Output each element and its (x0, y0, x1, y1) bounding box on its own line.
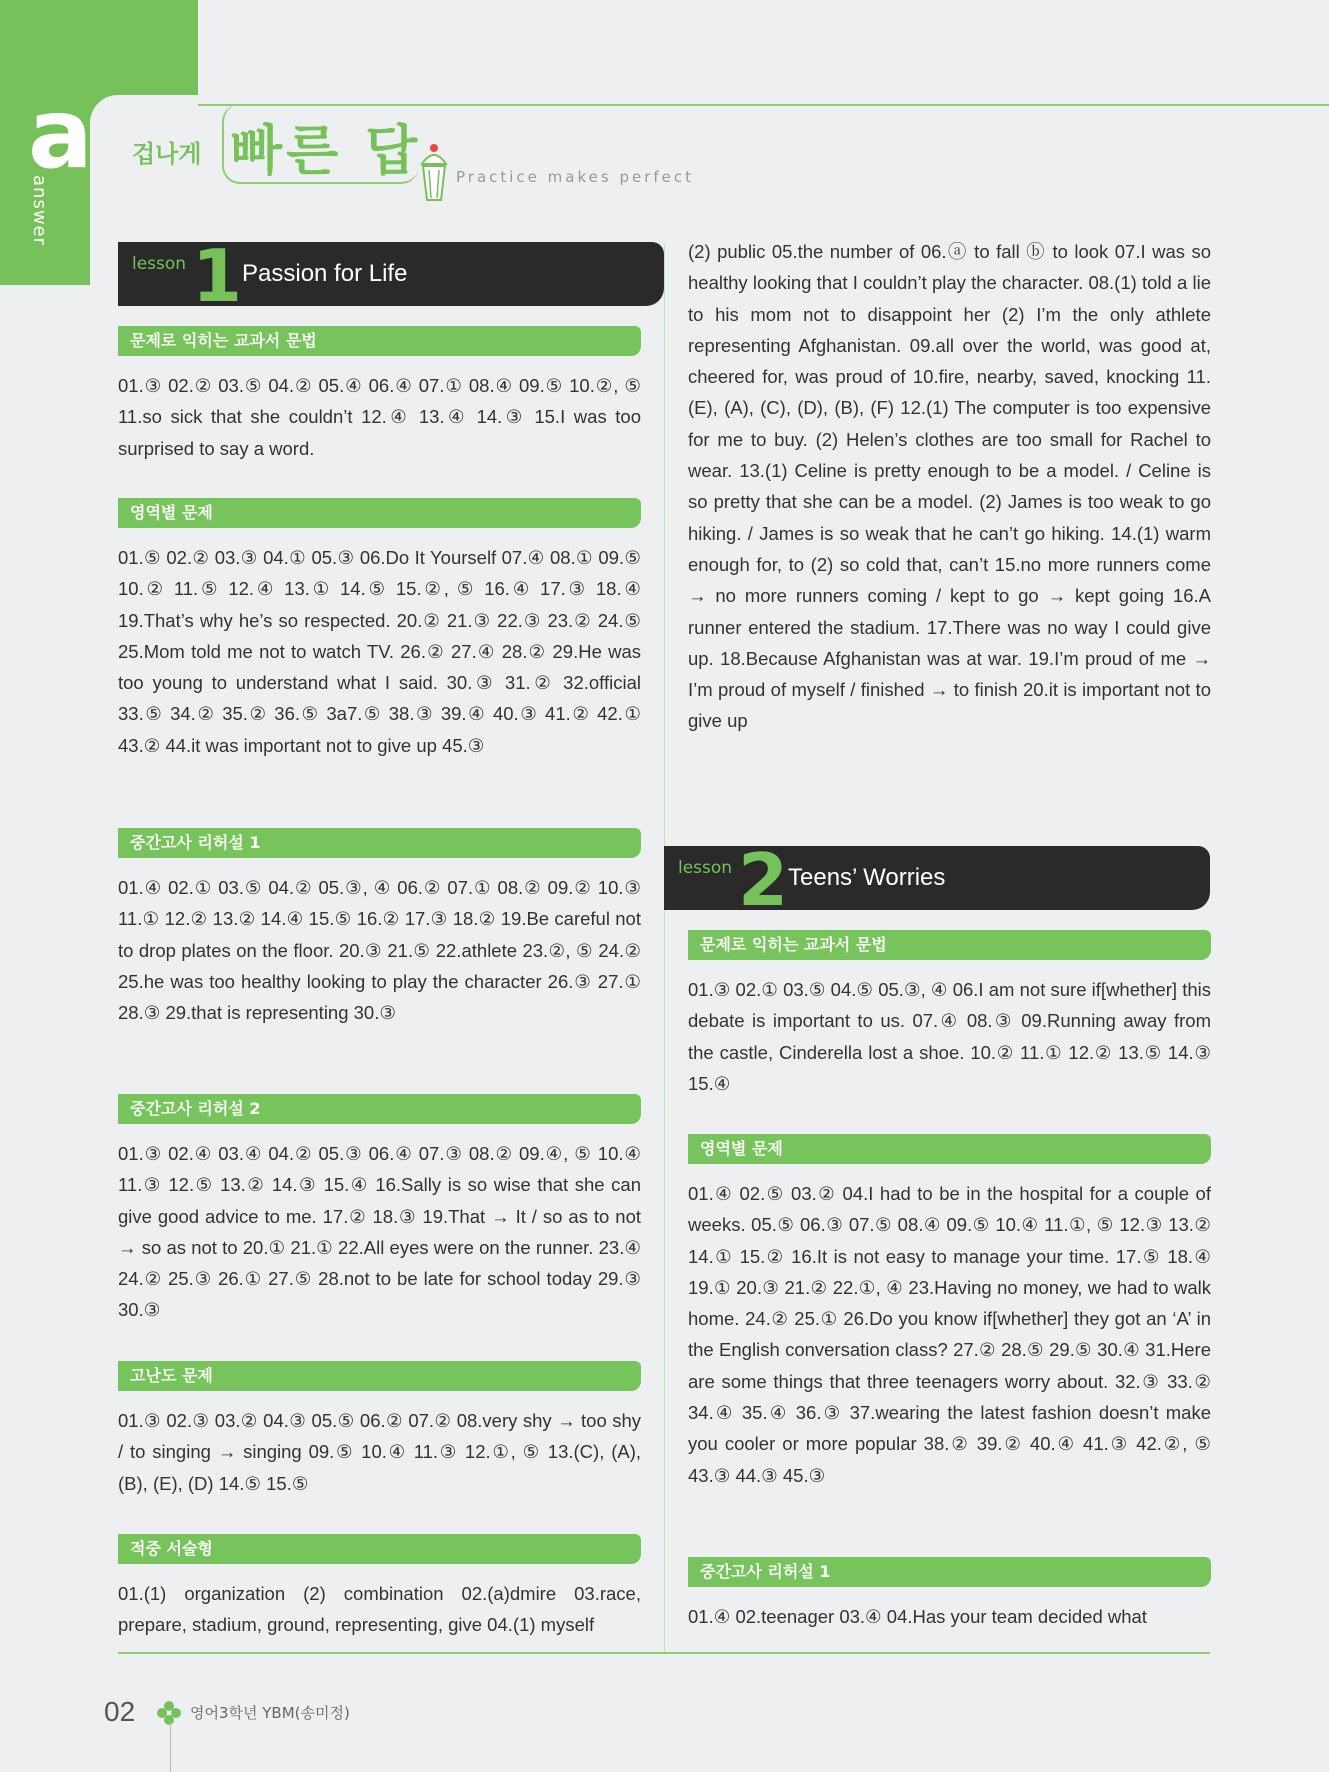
l1-grammar-section (118, 326, 641, 464)
answer-logo: a (28, 78, 93, 190)
answer-text: 01.⑤ 02.② 03.③ 04.① 05.③ 06.Do It Yourself 07.④ 08.① 09.⑤ 10.② 11.⑤ 12.④ 13.① 14.⑤ 15.②, ⑤ 16.④ 17.③ 18.④ 19.That’s why he’s so respected. 20.② 21.③ 22.③ 23.② 24.⑤ 25.Mom told me not to watch TV. 26.② 27.④ 28.② 29.He was too young to understand what I said. 30.③ 31.② 32.official 33.⑤ 34.② 35.② 36.⑤ 3a7.⑤ 38.③ 39.④ 40.③ 41.② 42.① 43.② 44.it was important not to give up 45.③ (118, 547, 641, 756)
l2-area-section (688, 1134, 1211, 1491)
section-heading: 고난도 문제 (118, 1361, 641, 1391)
lesson-title: Passion for Life (242, 260, 408, 287)
answer-text: 01.④ 02.teenager 03.④ 04.Has your team decided what (688, 1606, 1147, 1627)
section-heading: 중간고사 리허설 1 (118, 828, 641, 858)
footer-stem (170, 1722, 171, 1772)
l1-midterm2-section (118, 1094, 641, 1326)
clover-icon (156, 1700, 182, 1726)
answer-text: 01.③ 02.④ 03.④ 04.② 05.③ 06.④ 07.③ 08.② 09.④, ⑤ 10.④ 11.③ 12.⑤ 13.② 14.③ 15.④ 16.Sally is so wise that she can give good advice to me. 17.② 18.③ 19.That → It / so as to not → so as not to 20.① 21.① 22.All eyes were on the runner. 23.④ 24.② 25.③ 26.① 27.⑤ 28.not to be late for school today 29.③ 30.③ (118, 1143, 641, 1321)
page-number: 02 (104, 1696, 136, 1727)
column-divider (664, 244, 665, 1652)
section-heading: 문제로 익히는 교과서 문법 (688, 930, 1211, 960)
answer-text: 01.③ 02.① 03.⑤ 04.⑤ 05.③, ④ 06.I am not sure if[whether] this debate is important to us. 07.④ 08.③ 09.Running away from the castle, Cinderella lost a shoe. 10.② 11.① 12.② 13.⑤ 14.③ 15.④ (688, 979, 1211, 1094)
section-heading: 문제로 익히는 교과서 문법 (118, 326, 641, 356)
tagline: Practice makes perfect (456, 168, 695, 186)
page-title: 빠른 답 (230, 119, 422, 182)
lesson-label: lesson (132, 254, 187, 274)
lesson-number: 1 (192, 234, 243, 318)
l1-area-section (118, 498, 641, 761)
section-heading: 중간고사 리허설 1 (688, 1557, 1211, 1587)
section-heading: 영역별 문제 (688, 1134, 1211, 1164)
l1-advanced-section (118, 1361, 641, 1499)
l1-writing-section (118, 1534, 641, 1641)
section-heading: 적중 서술형 (118, 1534, 641, 1564)
lesson-number: 2 (738, 838, 789, 922)
l1-writing-continuation: (2) public 05.the number of 06.ⓐ to fall ⓑ to look 07.I was so healthy looking that I couldn’t play the character. 08.(1) told a lie to his mom not to disappoint her (2) I’m the only athlete representing Afghanistan. 09.all over the world, was good at, cheered for, was proud of 10.fire, nearby, saved, knocking 11.(E), (A), (C), (D), (B), (F) 12.(1) The computer is too expensive for me to buy. (2) Helen’s clothes are too small for Rachel to wear. 13.(1) Celine is pretty enough to be a model. / Celine is so pretty that she can be a model. (2) James is too weak to go hiking. / James is so weak that he can’t go hiking. 14.(1) warm enough for, to (2) so cold that, can’t 15.no more runners come → no more runners coming / kept to go → kept going 16.A runner entered the stadium. 17.There was no way I could give up. 18.Because Afghanistan was at war. 19.I’m proud of me → I’m proud of myself / finished → to finish 20.it is important not to give up (688, 241, 1211, 732)
answer-side-label: answer (29, 175, 50, 247)
section-heading: 영역별 문제 (118, 498, 641, 528)
answer-text: 01.(1) organization (2) combination 02.(a)dmire 03.race, prepare, stadium, ground, representing, give 04.(1) myself (118, 1583, 641, 1636)
bottom-rule (118, 1652, 1210, 1654)
answer-text: 01.④ 02.⑤ 03.② 04.I had to be in the hospital for a couple of weeks. 05.⑤ 06.③ 07.⑤ 08.④ 09.⑤ 10.④ 11.①, ⑤ 12.③ 13.② 14.① 15.② 16.It is not easy to manage your time. 17.⑤ 18.④ 19.① 20.③ 21.② 22.①, ④ 23.Having no money, we had to walk home. 24.② 25.① 26.Do you know if[whether] they got an ‘A’ in the English conversation class? 27.② 28.⑤ 29.⑤ 30.④ 31.Here are some things that three teenagers worry about. 32.③ 33.② 34.④ 35.④ 36.③ 37.wearing the latest fashion doesn’t make you cooler or more popular 38.② 39.② 40.④ 41.③ 42.②, ⑤ 43.③ 44.③ 45.③ (688, 1183, 1211, 1486)
l2-grammar-section (688, 930, 1211, 1099)
lesson-label: lesson (678, 858, 733, 878)
section-heading: 중간고사 리허설 2 (118, 1094, 641, 1124)
cupcake-icon (418, 140, 450, 204)
lesson-1-bar (118, 234, 664, 318)
book-title: 영어3학년 YBM(송미정) (190, 1704, 350, 1722)
answer-text: 01.③ 02.③ 03.② 04.③ 05.⑤ 06.② 07.② 08.very shy → too shy / to singing → singing 09.⑤ 10.④ 11.③ 12.①, ⑤ 13.(C), (A), (B), (E), (D) 14.⑤ 15.⑤ (118, 1410, 641, 1494)
l1-midterm1-section (118, 828, 641, 1028)
lesson-title: Teens’ Worries (788, 864, 946, 891)
title-prefix: 겁나게 (132, 140, 202, 168)
answer-text: 01.④ 02.① 03.⑤ 04.② 05.③, ④ 06.② 07.① 08.② 09.② 10.③ 11.① 12.② 13.② 14.④ 15.⑤ 16.② 17.③ 18.② 19.Be careful not to drop plates on the floor. 20.③ 21.⑤ 22.athlete 23.②, ⑤ 24.② 25.he was too healthy looking to play the character 26.③ 27.① 28.③ 29.that is representing 30.③ (118, 877, 641, 1024)
answer-text: 01.③ 02.② 03.⑤ 04.② 05.④ 06.④ 07.① 08.④ 09.⑤ 10.②, ⑤ 11.so sick that she couldn’t 12.④ 13.④ 14.③ 15.I was too surprised to say a word. (118, 375, 641, 459)
lesson-2-bar (664, 838, 1210, 922)
l2-midterm1-section (688, 1557, 1211, 1632)
